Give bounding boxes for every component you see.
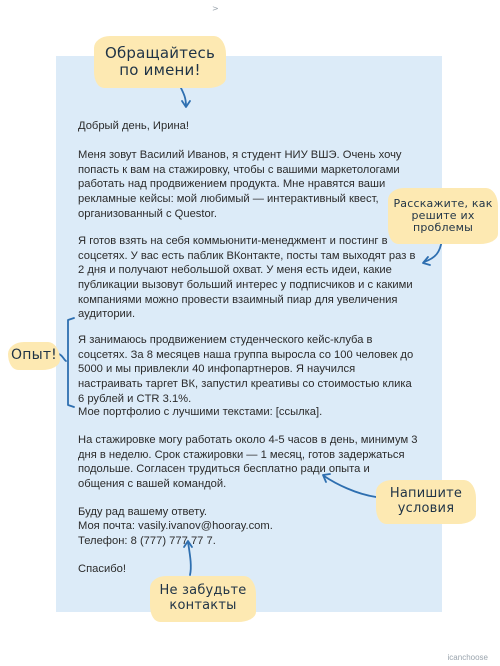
sticker-by-name-text: Обращайтесь по имени! — [104, 44, 216, 79]
contacts-arrow — [188, 542, 191, 575]
sticker-solve-problems-text: Расскажите, как решите их проблемы — [393, 196, 493, 235]
conditions-arrow — [324, 476, 376, 497]
sticker-experience — [8, 342, 60, 370]
sticker-solve-problems — [388, 188, 498, 244]
paragraph-intro: Меня зовут Василий Иванов, я студент НИУ ВШЭ. Очень хочу попасть к вам на стажировку, чтобы с вашими маркетологами работать над продвижением продукта. Мне нравятся ваши рекламные кейсы: мой любимый — интерактивный квест, организованный с Questor. — [78, 149, 402, 220]
email-line: Моя почта: vasily.ivanov@hooray.com. — [78, 520, 273, 533]
sticker-by-name — [94, 36, 226, 88]
greeting: Добрый день, Ирина! — [78, 120, 189, 133]
paragraph-conditions: На стажировке могу работать около 4-5 часов в день, минимум 3 дня в неделю. Срок стажировки — 1 месяц, готов задержаться подольше. Согласен трудиться бесплатно ради опыта и общения с вашей командой. — [78, 434, 418, 490]
paragraph-ideas: Я готов взять на себя коммьюнити-менеджмент и постинг в соцсетях. У вас есть паблик ВКонтакте, посты там выходят раз в 2 дня и получают небольшой охват. У меня есть идеи, какие публикации вызовут больший интерес у подписчиков и с какими компаниями можно провести взаимный пиар для увеличения аудитории. — [78, 235, 416, 321]
experience-bracket — [68, 318, 74, 407]
top-mark: > — [212, 4, 219, 13]
watermark: icanchoose — [447, 653, 488, 662]
sticker-contacts — [150, 576, 256, 622]
phone-line: Телефон: 8 (777) 777 77 7. — [78, 535, 216, 548]
portfolio-line: Мое портфолио с лучшими текстами: [ссылка]. — [78, 406, 323, 419]
reply-wait: Буду рад вашему ответу. — [78, 506, 207, 519]
thanks-line: Спасибо! — [78, 563, 126, 576]
sticker-experience-text: Опыт! — [11, 347, 57, 364]
sticker-contacts-text: Не забудьте контакты — [159, 583, 247, 613]
sticker-conditions-text: Напишите условия — [389, 486, 463, 516]
sticker-conditions — [376, 480, 476, 524]
paragraph-experience: Я занимаюсь продвижением студенческого кейс-клуба в соцсетях. За 8 месяцев наша группа выросла со 100 человек до 5000 и мы привлекли 40 инфопартнеров. Я научился настраивать таргет ВК, запустил креативы со стоимостью клика 6 рублей и CTR 3.1%. — [78, 334, 414, 405]
